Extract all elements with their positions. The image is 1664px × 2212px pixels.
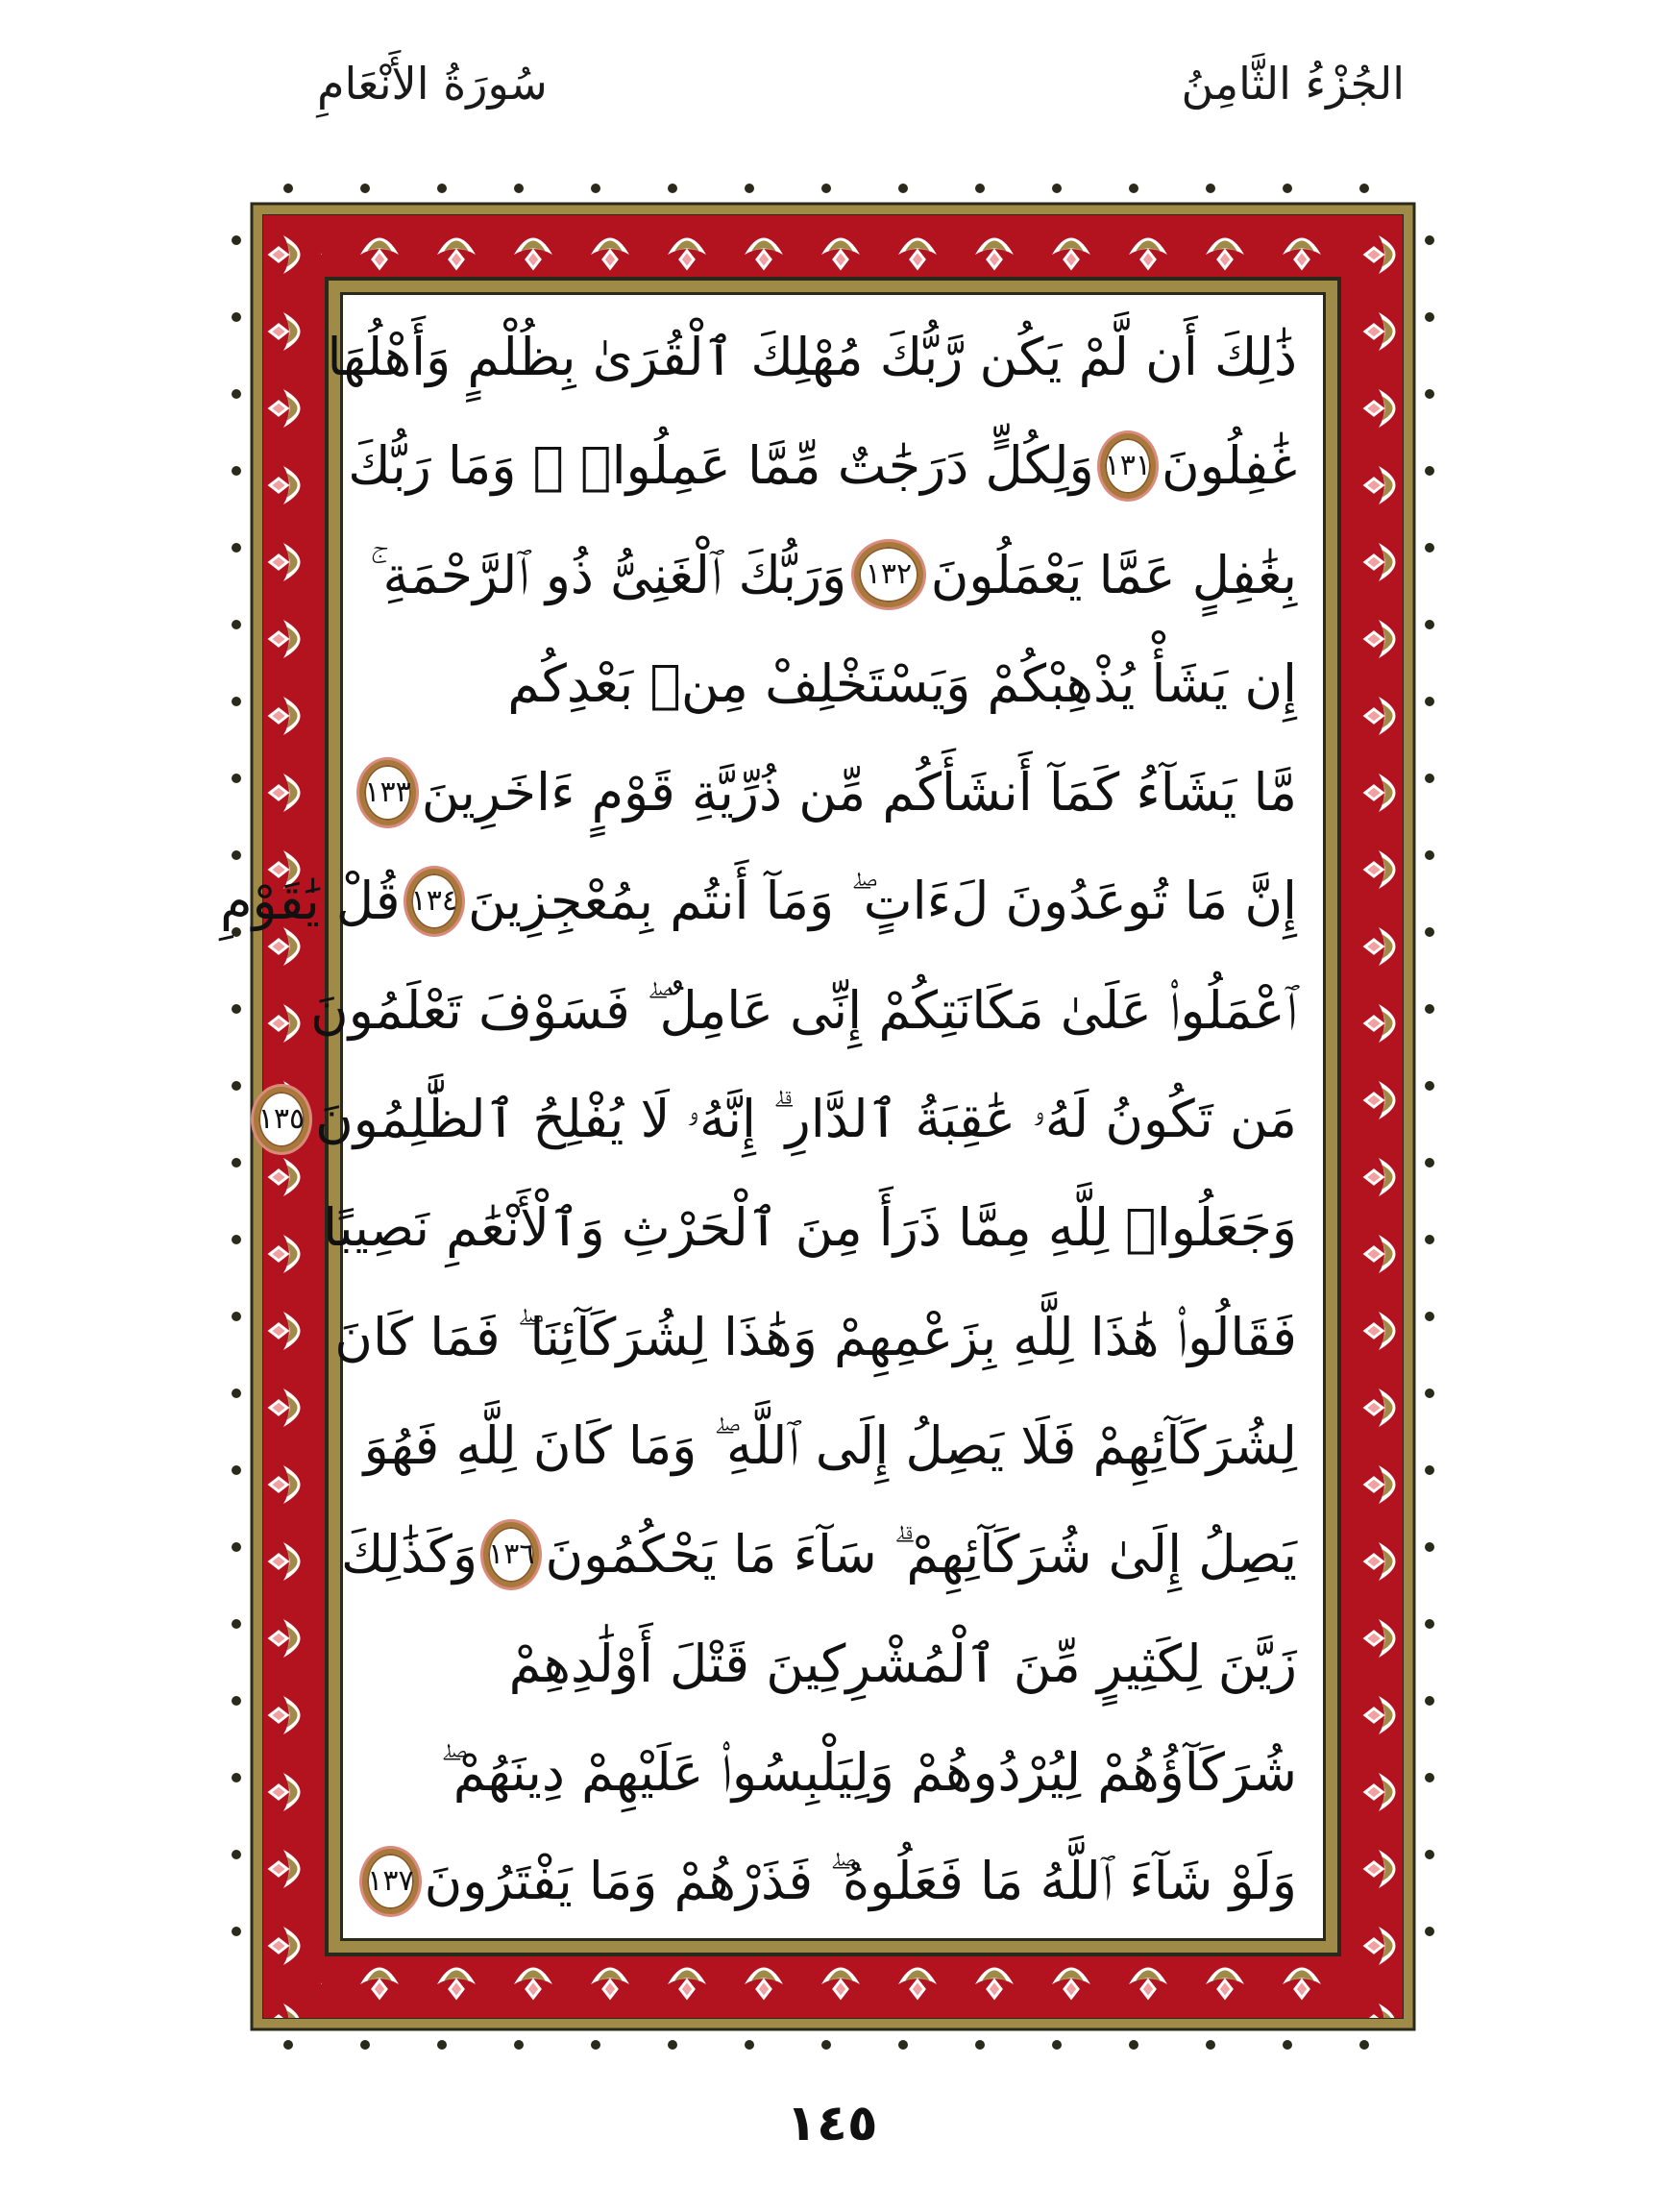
ayah-number-marker: ١٣٢ [854,542,923,607]
verse-text: ٱعْمَلُوا۟ عَلَىٰ مَكَانَتِكُمْ إِنِّى عَامِلٌ ۖ فَسَوْفَ تَعْلَمُونَ [310,979,1297,1041]
verse-text: وَلَوْ شَآءَ ٱللَّهُ مَا فَعَلُوهُ ۖ فَذَرْهُمْ وَمَا يَفْتَرُونَ [424,1851,1297,1912]
border-finial [1425,1619,1434,1629]
border-finial [975,184,985,193]
border-finial [232,1235,241,1244]
border-finial [1425,1235,1434,1244]
verse-line [370,629,1297,738]
verse-line [220,847,1297,955]
ayah-number-marker: ١٣١ [1100,433,1156,499]
verse-text: ذَٰلِكَ أَن لَّمْ يَكُن رَّبُّكَ مُهْلِكَ ٱلْقُرَىٰ بِظُلْمٍ وَأَهْلُهَا [327,327,1297,387]
border-finial [591,184,600,193]
verse-line [323,1173,1297,1282]
border-finial [1425,1542,1434,1552]
border-finial [232,1389,241,1398]
verse-text: وَجَعَلُوا۟ لِلَّهِ مِمَّا ذَرَأَ مِنَ ٱلْحَرْثِ وَٱلْأَنْعَٰمِ نَصِيبًا [323,1197,1297,1259]
verse-line [341,1500,1297,1609]
border-finial [437,2040,447,2050]
verse-line [348,411,1297,520]
ayah-number-marker: ١٣٦ [483,1522,539,1587]
verse-text: شُرَكَآؤُهُمْ لِيُرْدُوهُمْ وَلِيَلْبِسُوا۟ عَلَيْهِمْ دِينَهُمْ ۖ [440,1741,1297,1803]
border-finial [1052,2040,1062,2050]
border-finial [1425,774,1434,783]
border-finial [1425,1004,1434,1014]
verse-text: مَّا يَشَآءُ كَمَآ أَنشَأَكُم مِّن ذُرِّيَّةِ قَوْمٍ ءَاخَرِينَ [421,762,1297,823]
verse-line [364,738,1297,847]
verse-text: وَكَذَٰلِكَ [341,1524,478,1585]
verse-text: قُلْ يَٰقَوْمِ [220,871,401,932]
border-finial [745,184,754,193]
border-finial [1425,1312,1434,1321]
verse-text: وَلِكُلٍّ دَرَجَٰتٌ مِّمَّا عَمِلُوا۟ ۚ وَمَا رَبُّكَ [348,435,1094,497]
border-finial [1052,184,1062,193]
border-finial [1425,312,1434,322]
border-finial [1283,2040,1292,2050]
ayah-number-marker: ١٣٤ [406,869,462,934]
border-finial [1425,543,1434,553]
verse-line [363,1391,1297,1500]
border-finial [232,1312,241,1321]
border-finial [1425,1773,1434,1782]
verse-text: إِن يَشَأْ يُذْهِبْكُمْ وَيَسْتَخْلِفْ مِنۢ بَعْدِكُم [507,652,1297,714]
border-finial [975,2040,985,2050]
border-finial [745,2040,754,2050]
border-finial [668,184,677,193]
border-finial [232,1619,241,1629]
border-finial [1206,2040,1215,2050]
verse-text: فَقَالُوا۟ هَٰذَا لِلَّهِ بِزَعْمِهِمْ وَهَٰذَا لِشُرَكَآئِنَا ۖ فَمَا كَانَ [334,1306,1297,1367]
border-finial [1425,1696,1434,1706]
border-finial [232,1696,241,1706]
border-finial [232,1081,241,1091]
page-number: ١٤٥ [786,2095,878,2152]
border-finial [1425,1850,1434,1859]
ayah-number-marker: ١٣٥ [254,1087,309,1152]
border-finial [1129,2040,1138,2050]
border-finial [1129,184,1138,193]
border-finial [232,1004,241,1014]
border-finial [1425,927,1434,937]
verse-line [370,1610,1297,1718]
border-finial [232,312,241,322]
verse-text: يَصِلُ إِلَىٰ شُرَكَآئِهِمْ ۗ سَآءَ مَا يَحْكُمُونَ [545,1524,1297,1585]
border-finial [1425,466,1434,476]
verse-text: غَٰفِلُونَ [1162,435,1297,497]
border-finial [1425,697,1434,706]
border-finial [232,1542,241,1552]
verse-text: بِغَٰفِلٍ عَمَّا يَعْمَلُونَ [930,544,1297,605]
border-finial [898,184,908,193]
ayah-number-marker: ١٣٧ [362,1849,418,1914]
border-finial [1425,850,1434,860]
ayah-number-marker: ١٣٣ [359,760,415,825]
border-finial [1425,389,1434,399]
border-finial [232,235,241,245]
border-finial [232,543,241,553]
border-finial [514,184,524,193]
border-finial [232,1465,241,1475]
border-finial [283,184,293,193]
verse-line [370,1718,1297,1827]
border-finial [232,1773,241,1782]
border-finial [232,1927,241,1936]
verse-line [334,1283,1297,1391]
surah-header: سُورَةُ الأَنْعَامِ [317,58,548,110]
border-finial [898,2040,908,2050]
border-finial [1283,184,1292,193]
border-finial [232,774,241,783]
verse-text: إِنَّ مَا تُوعَدُونَ لَءَاتٍ ۖ وَمَآ أَنتُم بِمُعْجِزِينَ [467,871,1297,932]
border-finial [232,466,241,476]
juz-header: الجُزْءُ الثَّامِنُ [1181,58,1405,110]
border-finial [1425,1158,1434,1167]
border-finial [1359,184,1369,193]
border-finial [1425,1465,1434,1475]
border-finial [1425,1081,1434,1091]
quran-text-area [220,303,1297,1936]
border-finial [1206,184,1215,193]
verse-line [370,521,1297,629]
verse-line [327,303,1297,411]
border-finial [1425,620,1434,629]
border-finial [1425,1927,1434,1936]
verse-text: زَيَّنَ لِكَثِيرٍ مِّنَ ٱلْمُشْرِكِينَ قَتْلَ أَوْلَٰدِهِمْ [508,1633,1297,1694]
border-finial [1425,1389,1434,1398]
verse-text: وَرَبُّكَ ٱلْغَنِىُّ ذُو ٱلرَّحْمَةِ ۚ [370,544,847,605]
verse-text: مَن تَكُونُ لَهُۥ عَٰقِبَةُ ٱلدَّارِ ۗ إِنَّهُۥ لَا يُفْلِحُ ٱلظَّٰلِمُونَ [315,1089,1297,1150]
border-finial [232,1850,241,1859]
border-finial [437,184,447,193]
border-finial [821,2040,831,2050]
border-finial [1425,235,1434,245]
border-finial [232,697,241,706]
border-finial [668,2040,677,2050]
border-finial [360,2040,370,2050]
border-finial [283,2040,293,2050]
border-finial [360,184,370,193]
border-finial [1359,2040,1369,2050]
verse-text: لِشُرَكَآئِهِمْ فَلَا يَصِلُ إِلَى ٱللَّهِ ۖ وَمَا كَانَ لِلَّهِ فَهُوَ [363,1414,1297,1476]
verse-line [257,1065,1297,1173]
border-finial [821,184,831,193]
border-finial [514,2040,524,2050]
border-finial [232,389,241,399]
border-finial [591,2040,600,2050]
verse-line [310,956,1297,1065]
border-finial [232,620,241,629]
verse-line [367,1827,1297,1935]
border-finial [232,1158,241,1167]
